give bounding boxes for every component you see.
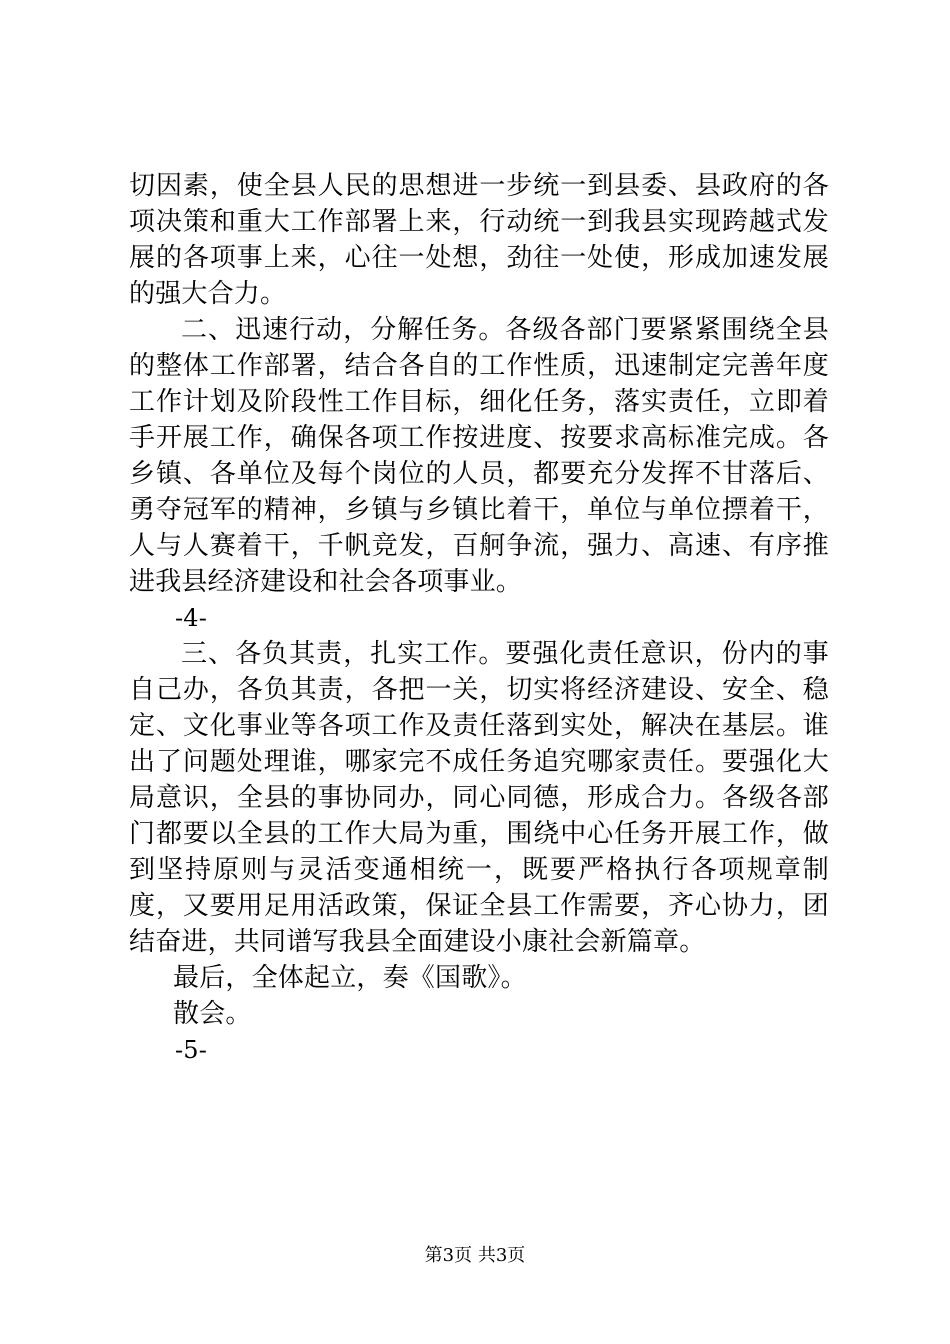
paragraph-continuation: 切因素，使全县人民的思想进一步统一到县委、县政府的各项决策和重大工作部署上来，行动统一到我县实现跨越式发展的各项事上来，心往一处想，劲往一处使，形成加速发展的强大合力。 <box>129 171 829 309</box>
paragraph-adjourn: 散会。 <box>173 999 252 1029</box>
page-footer: 第3页 共3页 <box>424 1245 526 1266</box>
paragraph-closing: 最后，全体起立，奏《国歌》。 <box>173 963 527 993</box>
paragraph-section-three: 三、各负其责，扎实工作。要强化责任意识，份内的事自己办，各负其责，各把一关，切实将经济建设、安全、稳定、文化事业等各项工作及责任落到实处，解决在基层。谁出了问题处理谁，哪家完不成任务追究哪家责任。要强化大局意识，全县的事协同办，同心同德，形成合力。各级各部门都要以全县的工作大局为重，围绕中心任务开展工作，做到坚持原则与灵活变通相统一，既要严格执行各项规章制度，又要用足用活政策，保证全县工作需要，齐心协力，团结奋进，共同谱写我县全面建设小康社会新篇章。 <box>129 639 829 957</box>
inline-page-marker: -4- <box>175 604 208 632</box>
inline-page-marker: -5- <box>175 1036 208 1064</box>
paragraph-section-two: 二、迅速行动，分解任务。各级各部门要紧紧围绕全县的整体工作部署，结合各自的工作性质，迅速制定完善年度工作计划及阶段性工作目标，细化任务，落实责任，立即着手开展工作，确保各项工作按进度、按要求高标准完成。各乡镇、各单位及每个岗位的人员，都要充分发挥不甘落后、勇夺冠军的精神，乡镇与乡镇比着干，单位与单位摽着干，人与人赛着干，千帆竞发，百舸争流，强力、高速、有序推进我县经济建设和社会各项事业。 <box>129 315 829 597</box>
document-body <box>129 168 829 1068</box>
